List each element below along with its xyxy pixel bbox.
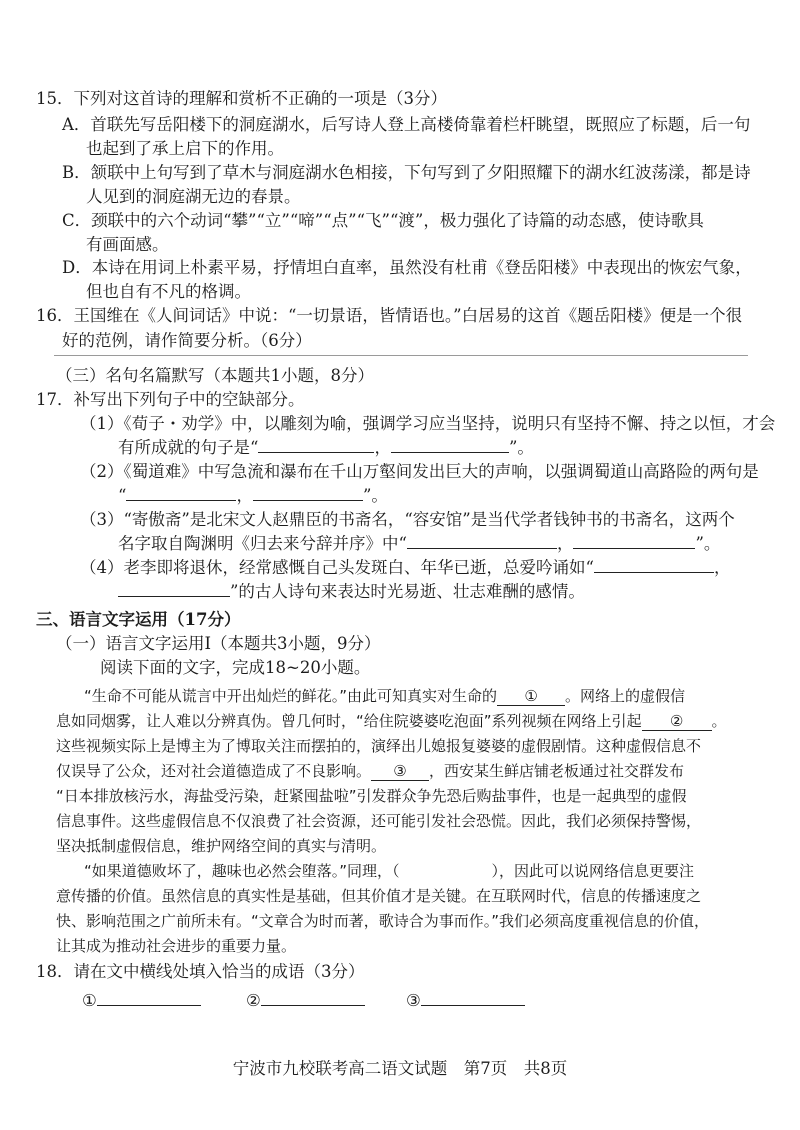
q17-p2-blank2[interactable] [253,486,363,501]
q15-option-d-line1: D．本诗在用词上朴素平易，抒情坦白直率，虽然没有杜甫《登岳阳楼》中表现出的恢宏气象， [62,258,752,277]
q18-marker-1: ① [82,991,97,1010]
q18-blank-1[interactable] [97,991,201,1006]
q17-p3-line2 [118,533,720,555]
passage-line11: 让其成为推动社会进步的重要力量。 [56,937,297,955]
section3-title: 三、语言文字运用（17分） [36,610,241,629]
passage-line2-tail: 。 [711,712,727,730]
q17-p3-suffix: ”。 [695,534,721,553]
passage-line1 [84,685,685,707]
q18-answer-1 [82,990,201,1012]
passage-line4 [56,760,684,782]
passage-line8-text: “如果道德败坏了，趣味也必然会堕落。”同理，（ [84,862,400,880]
q17-p1-blank1[interactable] [258,438,374,453]
q17-p1-comma: ， [374,438,391,457]
q17-p1-line1: （1）《荀子・劝学》中，以雕刻为喻，强调学习应当坚持，说明只有坚持不懈、持之以恒，才会 [80,414,776,433]
passage-line3: 这些视频实际上是博主为了博取关注而摆拍的，演绎出儿媳报复婆婆的虚假剧情。这种虚假信息不 [56,737,702,755]
passage-line4-tail: ，西安某生鲜店铺老板通过社交群发布 [429,762,685,780]
q15-option-a-line2: 也起到了承上启下的作用。 [86,139,284,158]
q15-option-a-line1: A．首联先写岳阳楼下的洞庭湖水，后写诗人登上高楼倚靠着栏杆眺望，既照应了标题，后一句 [62,115,751,134]
q18-answer-2 [246,990,365,1012]
page-footer: 宁波市九校联考高二语文试题 第7页 共8页 [232,1059,568,1078]
q17-p4-blank1[interactable] [594,558,714,573]
passage-line2 [56,710,727,732]
passage-line1-text: “生命不可能从谎言中开出灿烂的鲜花。”由此可知真实对生命的 [84,687,498,705]
q17-p4-prefix: （4）老李即将退休，经常感慨自己头发斑白、年华已逝，总爱吟诵如“ [80,558,594,577]
q15-option-b-line1: B．颔联中上句写到了草木与洞庭湖水色相接，下句写到了夕阳照耀下的湖水红波荡漾，都是诗 [62,163,751,182]
passage-line5: “日本排放核污水，海盐受污染，赶紧囤盐啦”引发群众争先恐后购盐事件，也是一起典型的虚假 [56,787,687,805]
q15-option-c-line1: C．颈联中的六个动词“攀”“立”“啼”“点”“飞”“渡”，极力强化了诗篇的动态感，使诗歌具 [62,211,704,230]
section3-instruction: 阅读下面的文字，完成18~20小题。 [100,658,371,677]
q17-p1-blank2[interactable] [391,438,509,453]
passage-line1-tail: 。网络上的虚假信 [565,687,686,705]
q17-stem: 17．补写出下列句子中的空缺部分。 [36,390,305,409]
q18-blank-2[interactable] [261,991,365,1006]
q18-answer-3 [406,990,525,1012]
passage-line8 [84,860,694,882]
q17-p1-prefix: 有所成就的句子是“ [118,438,259,457]
passage-blank2[interactable]: ② [642,712,712,731]
passage-blank3[interactable]: ③ [371,762,429,781]
q17-p1-line2 [118,437,534,459]
passage-blank1[interactable]: ① [497,687,565,706]
q17-p4-blank2[interactable] [118,582,230,597]
q15-stem: 15．下列对这首诗的理解和赏析不正确的一项是（3分） [36,89,447,108]
q17-p2-comma: ， [236,486,253,505]
q15-option-b-line2: 人见到的洞庭湖无边的春景。 [86,187,301,206]
q18-marker-2: ② [246,991,261,1010]
passage-line4-text: 仅误导了公众，还对社会道德造成了不良影响。 [56,762,372,780]
divider [54,355,748,356]
q17-p3-comma: ， [556,534,574,553]
q16-line2: 好的范例，请作简要分析。（6分） [62,331,312,350]
q17-p4-line1 [80,557,730,579]
q17-p4-comma: ， [713,558,731,577]
q18-stem: 18．请在文中横线处填入恰当的成语（3分） [36,962,365,981]
q17-p2-prefix: “ [118,486,127,505]
passage-line2-text: 息如同烟雾，让人难以分辨真伪。曾几何时，“给住院婆婆吃泡面”系列视频在网络上引起 [56,712,642,730]
q17-p3-blank1[interactable] [407,534,557,549]
q18-blank-3[interactable] [421,991,525,1006]
q17-p3-line1: （3）“寄傲斋”是北宋文人赵鼎臣的书斋名，“容安馆”是当代学者钱钟书的书斋名，这两个 [80,510,735,529]
q17-p3-blank2[interactable] [573,534,695,549]
q15-option-c-line2: 有画面感。 [86,235,169,254]
q17-p1-suffix: ”。 [508,438,534,457]
q16-line1: 16．王国维在《人间词话》中说：“一切景语，皆情语也。”白居易的这首《题岳阳楼》便是一个很 [36,306,743,325]
q17-p3-prefix: 名字取自陶渊明《归去来兮辞并序》中“ [118,534,407,553]
passage-line7: 坚决抵制虚假信息，维护网络空间的真实与清明。 [56,837,387,855]
q17-p4-line2 [118,581,585,603]
q17-p2-blank1[interactable] [126,486,236,501]
section3-subtitle: （一）语言文字运用Ⅰ（本题共3小题，9分） [56,634,381,653]
q18-marker-3: ③ [406,991,421,1010]
q17-p4-suffix: ”的古人诗句来表达时光易逝、壮志难酬的感情。 [230,582,585,601]
q17-p2-suffix: ”。 [362,486,388,505]
q17-p2-line2 [118,485,388,507]
passage-line8-tail: ），因此可以说网络信息更要注 [491,862,695,880]
q17-p2-line1: （2）《蜀道难》中写急流和瀑布在千山万壑间发出巨大的声响，以强调蜀道山高路险的两句是 [80,462,759,481]
section-famous-lines-subtitle: （三）名句名篇默写（本题共1小题，8分） [56,366,374,385]
passage-line6: 信息事件。这些虚假信息不仅浪费了社会资源，还可能引发社会恐慌。因此，我们必须保持警惕， [56,812,702,830]
passage-line10: 快、影响范围之广前所未有。“文章合为时而著，歌诗合为事而作。”我们必须高度重视信息的价值， [56,912,710,930]
passage-line9: 意传播的价值。虽然信息的真实性是基础，但其价值才是关键。在互联网时代，信息的传播速度之 [56,887,702,905]
q15-option-d-line2: 但也自有不凡的格调。 [86,282,251,301]
